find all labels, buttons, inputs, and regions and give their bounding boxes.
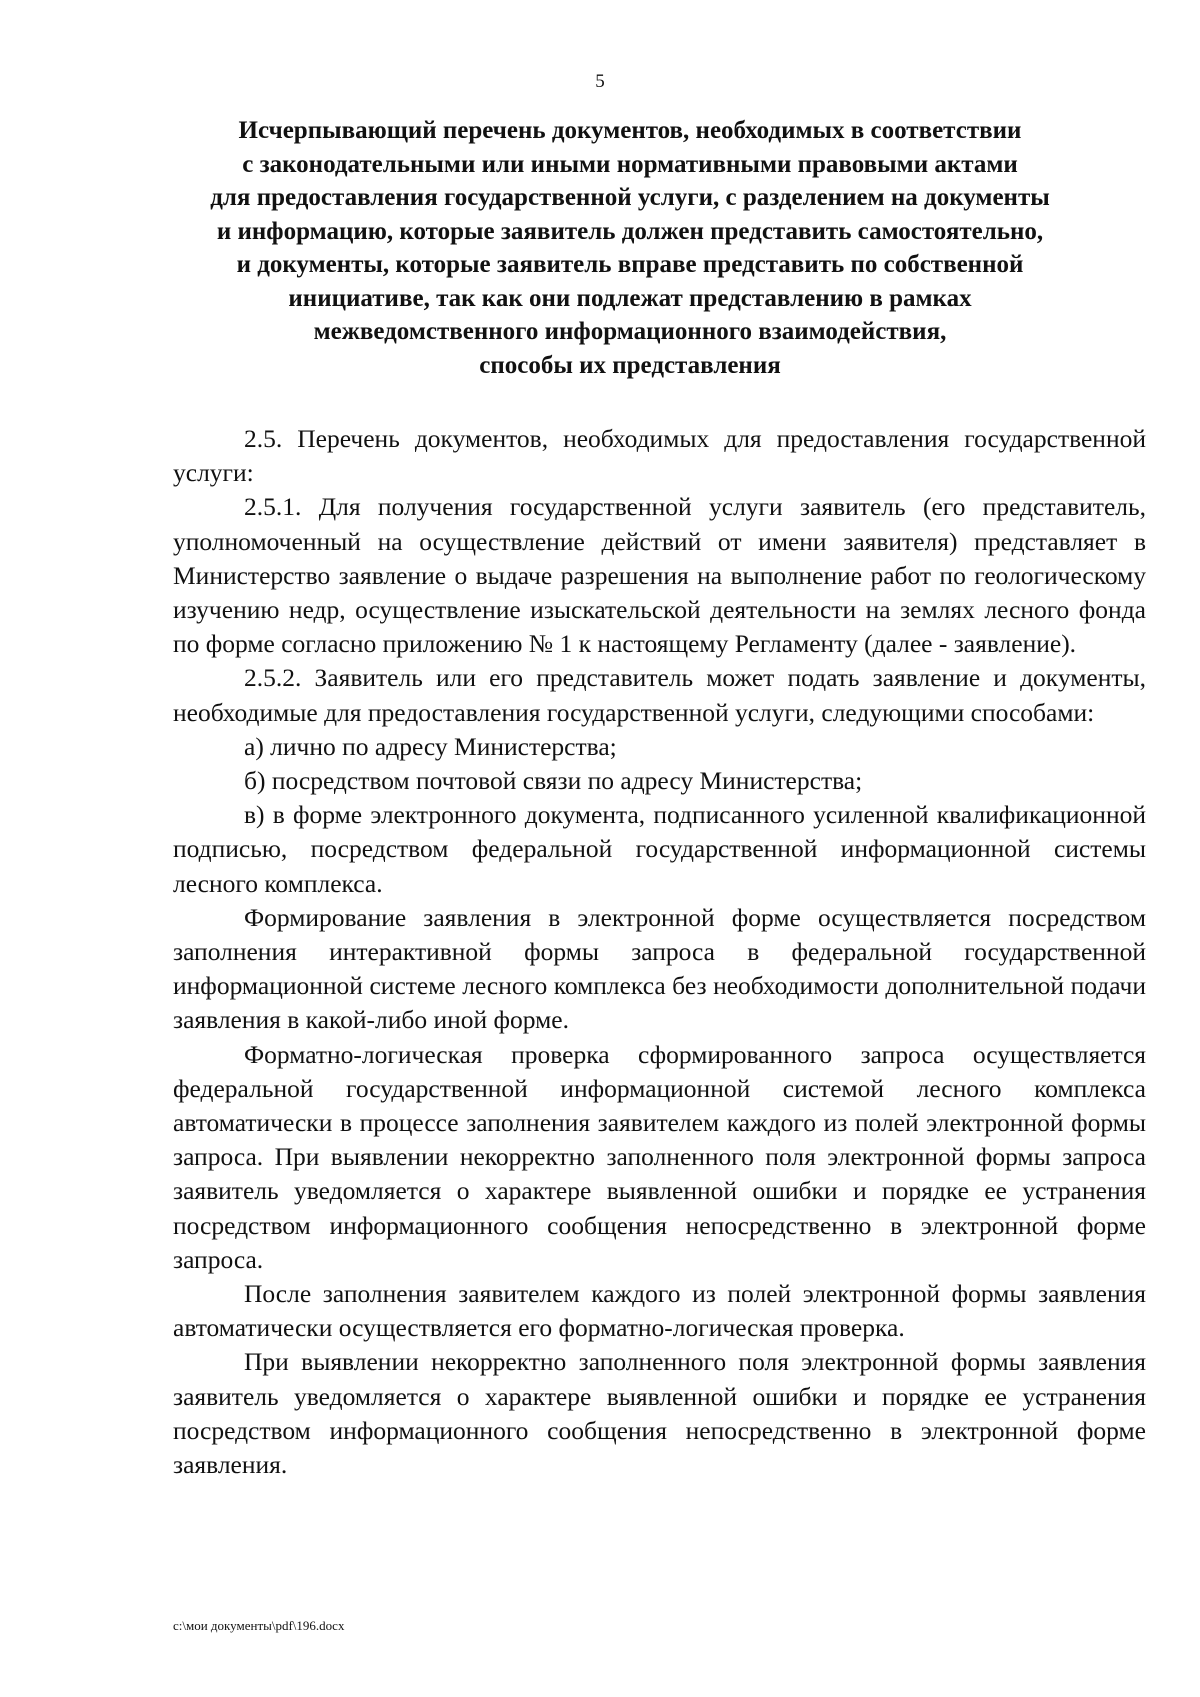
heading-line: способы их представления — [479, 351, 781, 379]
heading-line: инициативе, так как они подлежат представлению в рамках — [288, 284, 972, 312]
paragraph-2-5-2: 2.5.2. Заявитель или его представитель может подать заявление и документы, необходимые для предоставления государственной услуги, следующими способами: — [173, 663, 1146, 727]
heading-line: межведомственного информационного взаимодействия, — [313, 318, 947, 345]
list-item-b: б) посредством почтовой связи по адресу Министерства; — [244, 766, 863, 796]
list-item-a: а) лично по адресу Министерства; — [244, 731, 617, 761]
paragraph-2-5: 2.5. Перечень документов, необходимых для предоставления государственной услуги: — [173, 424, 1146, 488]
list-item-v: в) в форме электронного документа, подписанного усиленной квалификационной подписью, посредством федеральной государственной информационной системы лесного комплекса. — [173, 800, 1146, 898]
heading-line: с законодательными или иными нормативными правовыми актами — [242, 150, 1018, 178]
heading-line: и документы, которые заявитель вправе представить по собственной — [236, 251, 1024, 278]
section-heading — [150, 114, 1110, 382]
heading-line: для предоставления государственной услуги, с разделением на документы — [210, 184, 1050, 211]
paragraph-2-5-1: 2.5.1. Для получения государственной услуги заявитель (его представитель, уполномоченный на осуществление действий от имени заявителя) представляет в Министерство заявление о выдаче разрешения на выполнение работ по геологическому изучению недр, осуществление изыскательской деятельности на землях лесного фонда по форме согласно приложению № 1 к настоящему Регламенту (далее - заявление). — [173, 492, 1146, 659]
footer-file-path: c:\мои документы\pdf\196.docx — [173, 1618, 345, 1633]
paragraph-after-filling: После заполнения заявителем каждого из полей электронной формы заявления автоматически осуществляется его форматно-логическая проверка. — [173, 1279, 1146, 1343]
paragraph-electronic-form: Формирование заявления в электронной форме осуществляется посредством заполнения интерактивной формы запроса в федеральной государственной информационной системе лесного комплекса без необходимости дополнительной подачи заявления в какой-либо иной форме. — [173, 902, 1146, 1035]
paragraph-error-notice: При выявлении некорректно заполненного поля электронной формы заявления заявитель уведомляется о характере выявленной ошибки и порядке ее устранения посредством информационного сообщения непосредственно в электронной форме заявления. — [173, 1347, 1146, 1480]
heading-line: и информацию, которые заявитель должен представить самостоятельно, — [216, 217, 1044, 245]
paragraph-format-check: Форматно-логическая проверка сформированного запроса осуществляется федеральной государственной информационной системой лесного комплекса автоматически в процессе заполнения заявителем каждого из полей электронной формы запроса. При выявлении некорректно заполненного поля электронной формы запроса заявитель уведомляется о характере выявленной ошибки и порядке ее устранения посредством информационного сообщения непосредственно в электронной форме запроса. — [173, 1039, 1146, 1274]
page-number: 5 — [595, 71, 605, 92]
heading-line: Исчерпывающий перечень документов, необходимых в соответствии — [238, 117, 1022, 144]
document-body — [173, 422, 1146, 1482]
